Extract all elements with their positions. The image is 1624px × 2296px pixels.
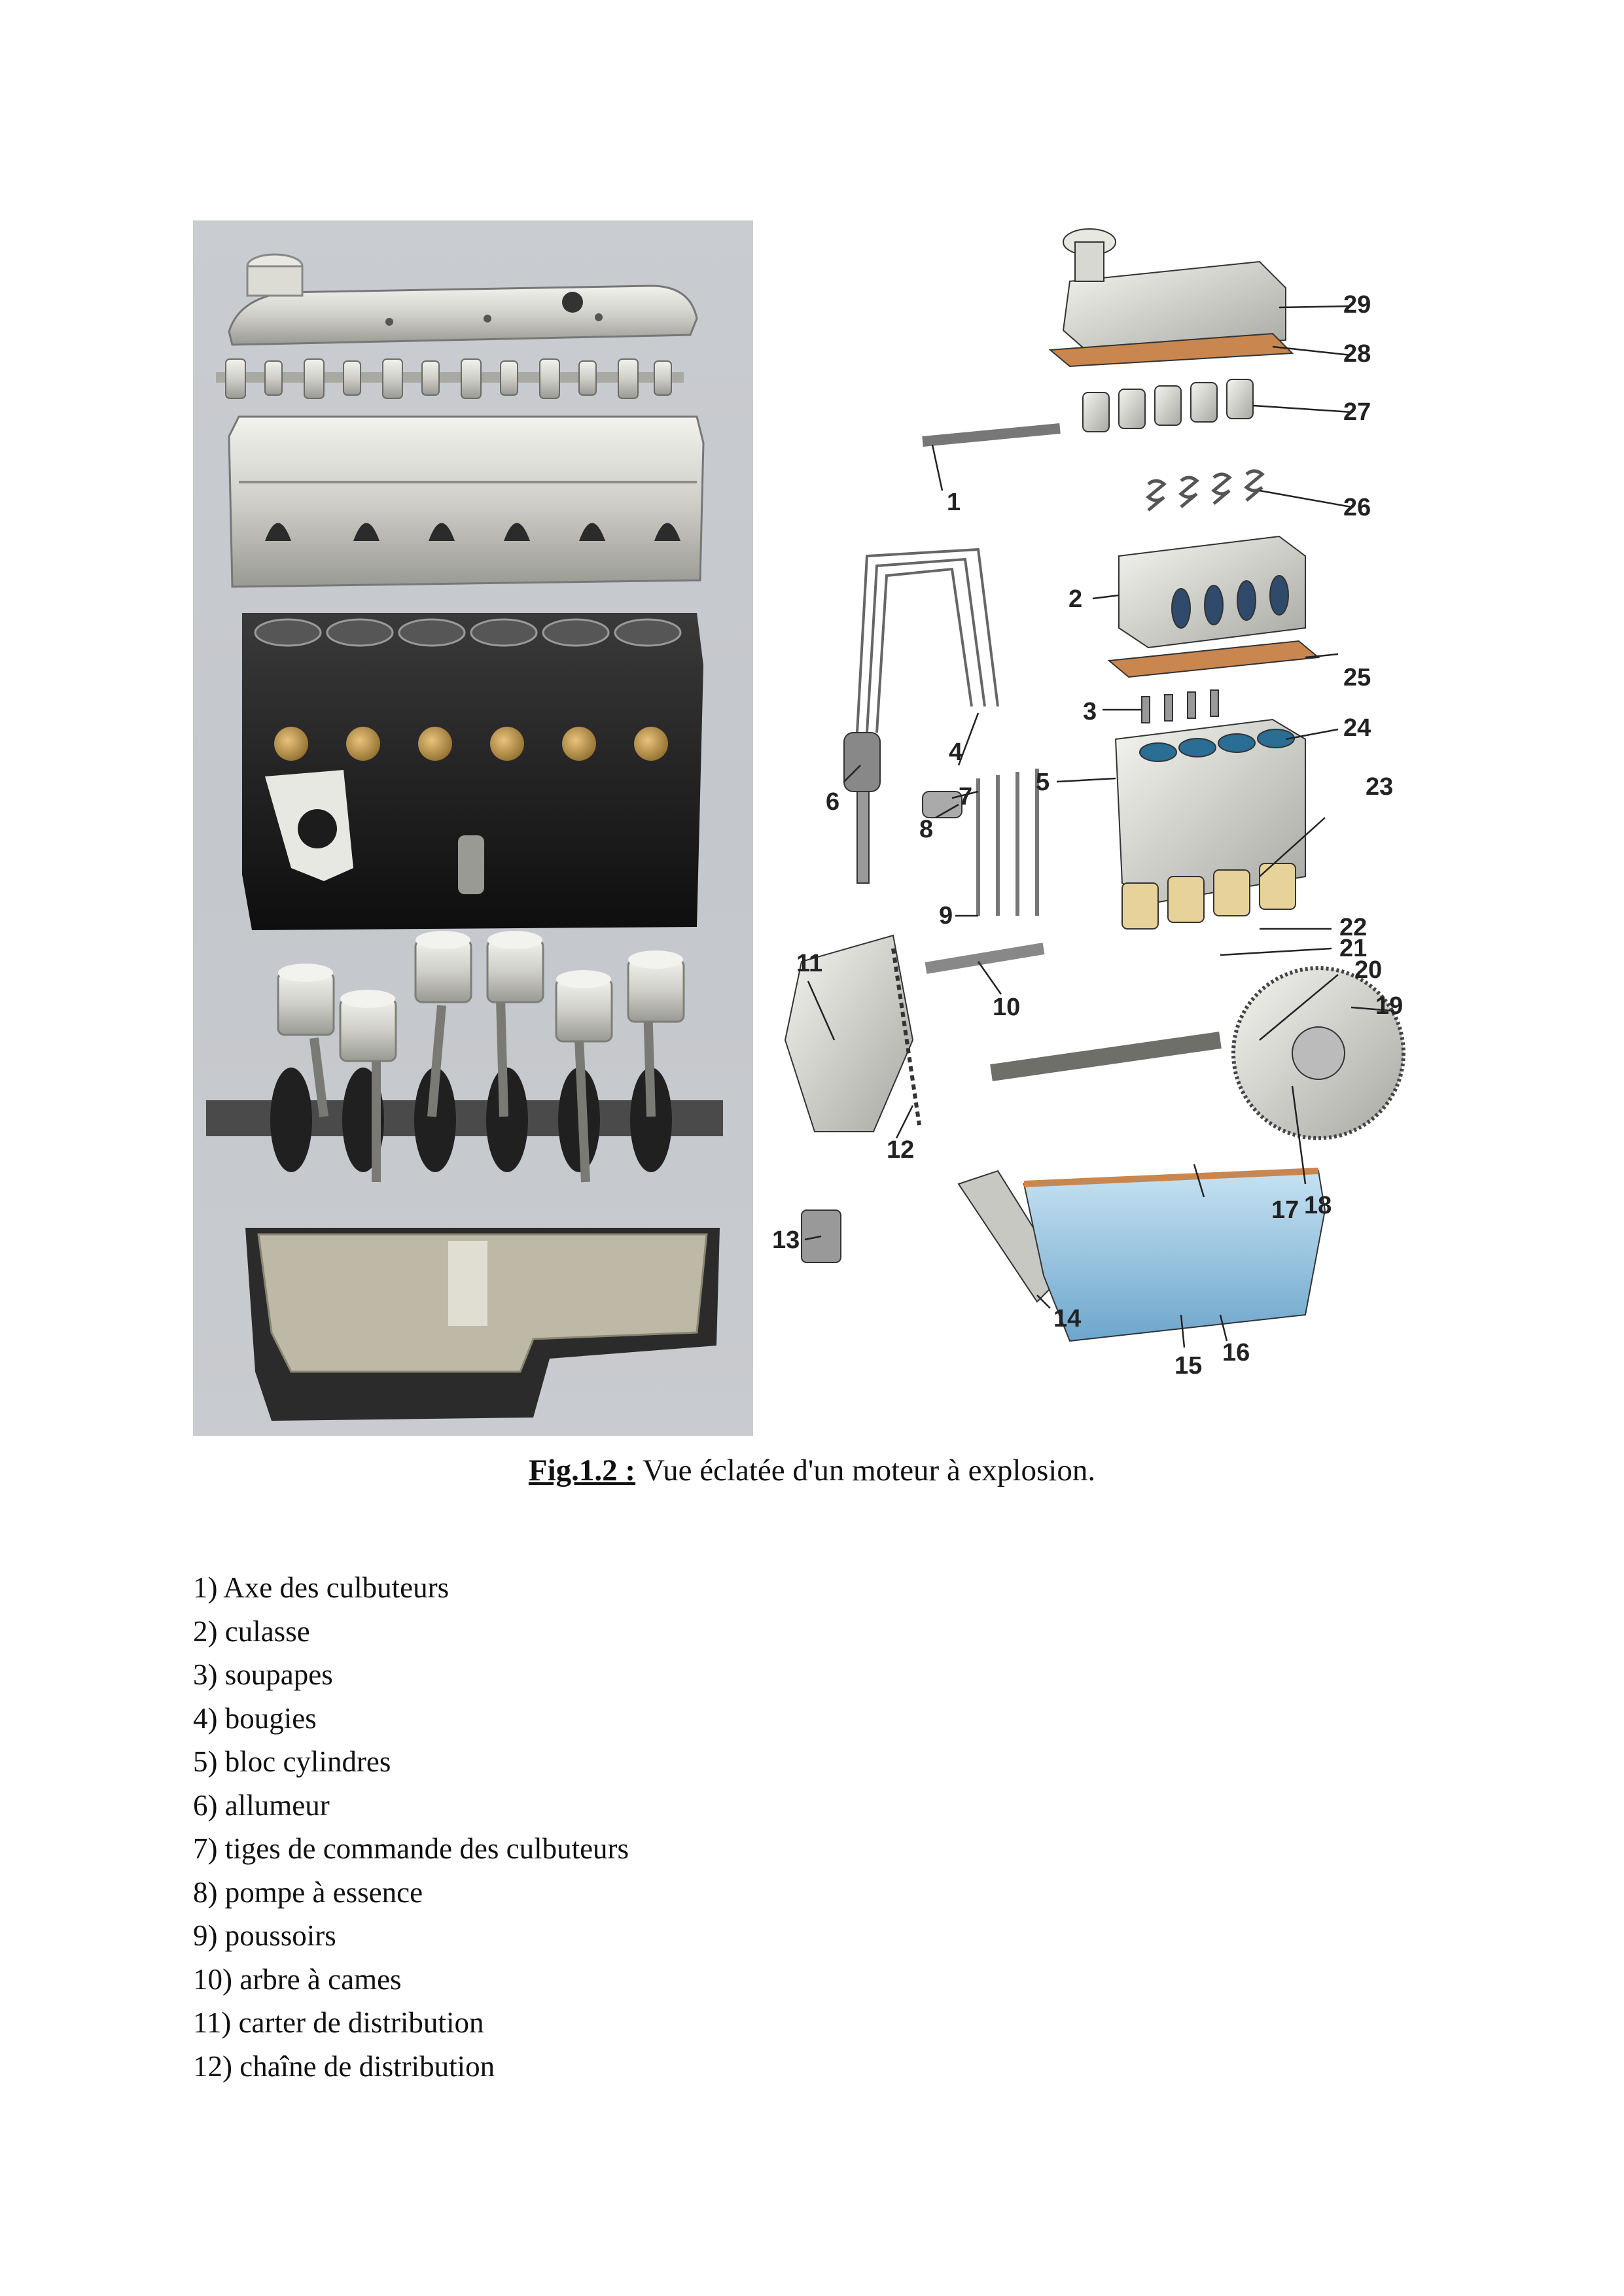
callout-6: 6 [826, 788, 840, 816]
legend-item: 9) poussoirs [193, 1919, 336, 1952]
parts-legend [193, 1566, 629, 2088]
callout-14: 14 [1053, 1305, 1082, 1332]
diagram-parts [785, 229, 1403, 1341]
legend-item: 5) bloc cylindres [193, 1745, 391, 1778]
callout-9: 9 [939, 902, 953, 930]
callout-7: 7 [959, 783, 973, 810]
callout-16: 16 [1222, 1339, 1250, 1366]
callout-18: 18 [1304, 1192, 1332, 1219]
legend-item: 2) culasse [193, 1614, 310, 1648]
callout-15: 15 [1174, 1352, 1203, 1380]
figure-label: Fig.1.2 : [528, 1453, 636, 1487]
engine-photo [193, 220, 753, 1436]
legend-item: 12) chaîne de distribution [193, 2049, 495, 2083]
callout-5: 5 [1036, 769, 1050, 796]
exploded-diagram [762, 190, 1430, 1433]
photo-oil-pan [245, 1228, 720, 1421]
photo-cylinder-head [229, 417, 703, 587]
photo-valve-cover [229, 254, 697, 345]
photo-engine-block [242, 613, 703, 930]
callout-4: 4 [949, 739, 963, 766]
legend-item: 7) tiges de commande des culbuteurs [193, 1832, 629, 1865]
callout-19: 19 [1375, 992, 1403, 1020]
callout-20: 20 [1354, 956, 1383, 984]
photo-pistons-crankshaft [206, 931, 723, 1182]
callout-25: 25 [1343, 664, 1371, 691]
callout-17: 17 [1271, 1196, 1299, 1224]
callout-3: 3 [1083, 698, 1097, 725]
callout-26: 26 [1343, 494, 1371, 521]
engine-photo-illustration [193, 220, 753, 1436]
callout-12: 12 [887, 1136, 915, 1164]
callout-23: 23 [1366, 773, 1394, 801]
legend-item: 8) pompe à essence [193, 1875, 423, 1909]
callout-27: 27 [1343, 398, 1371, 426]
callout-21: 21 [1339, 935, 1368, 962]
figure-caption [0, 1451, 1624, 1490]
callout-2: 2 [1068, 585, 1083, 613]
figure-caption-text: Vue éclatée d'un moteur à explosion. [635, 1453, 1096, 1487]
callout-11: 11 [796, 950, 823, 977]
legend-item: 3) soupapes [193, 1658, 333, 1691]
callout-13: 13 [772, 1226, 800, 1254]
legend-item: 11) carter de distribution [193, 2006, 484, 2039]
exploded-diagram-drawing [762, 190, 1430, 1433]
callout-22: 22 [1339, 914, 1368, 941]
callout-28: 28 [1343, 340, 1371, 368]
callout-10: 10 [993, 994, 1021, 1021]
photo-camshaft [216, 359, 684, 398]
legend-item: 10) arbre à cames [193, 1962, 402, 1996]
legend-item: 4) bougies [193, 1701, 317, 1735]
callout-1: 1 [947, 489, 961, 516]
legend-item: 1) Axe des culbuteurs [193, 1571, 450, 1604]
legend-item: 6) allumeur [193, 1788, 330, 1822]
callout-29: 29 [1343, 291, 1371, 319]
callout-24: 24 [1343, 714, 1371, 742]
callout-8: 8 [919, 816, 934, 843]
